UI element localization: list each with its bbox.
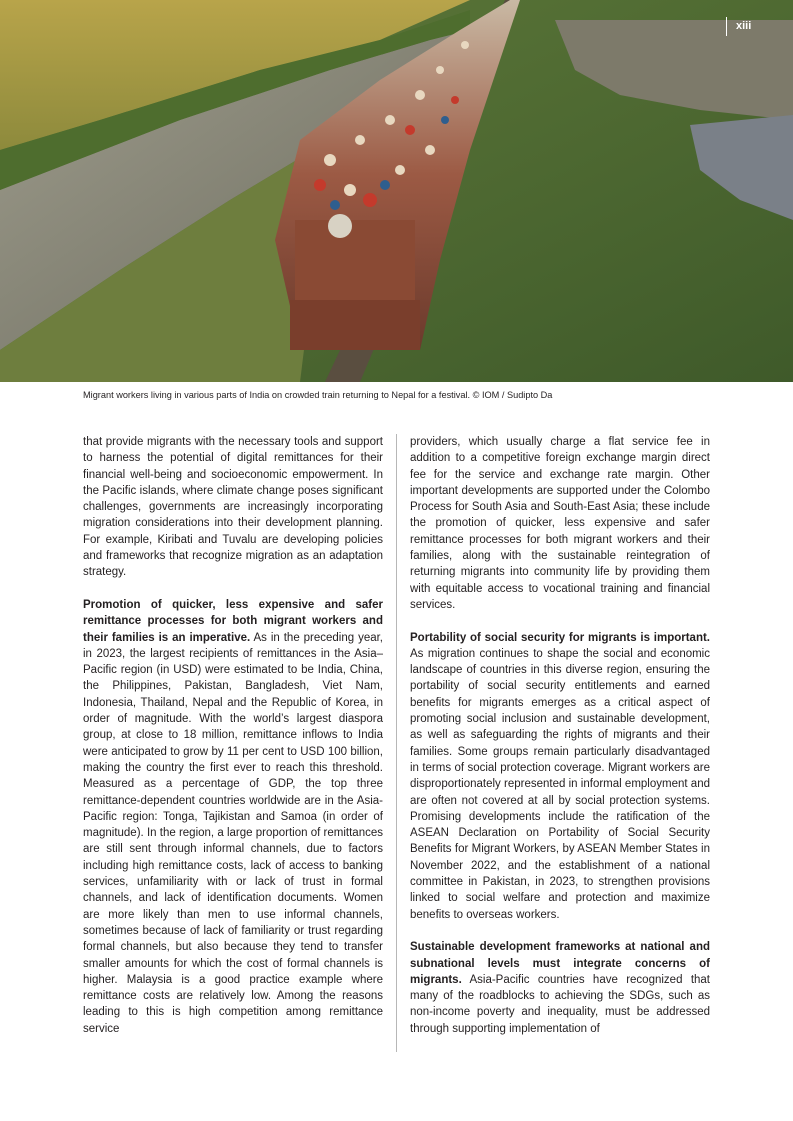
column-divider (396, 434, 397, 1052)
train-photo-illustration (0, 0, 793, 382)
right-paragraph-1: providers, which usually charge a flat service fee in addition to a competitive foreign exchange margin direct fee for the service and exchange rate margin. Other important developments are supported under the Colombo Process for South Asia and South-East Asia; these include the promotion of quicker, less expensive and safer remittance processes for both migrant workers and their families, along with the sustainable reintegration of returning migrants into community life by providing them with equitable access to vocational training and financial services. (410, 436, 710, 611)
right-paragraph-3 (410, 939, 710, 1037)
page-number: xiii (726, 17, 751, 36)
right-paragraph-3-lead: Sustainable development frameworks at national and subnational levels must integrate concerns of migrants. (410, 941, 710, 986)
right-paragraph-2 (410, 630, 710, 923)
right-paragraph-3-body: Asia-Pacific countries have recognized that many of the roadblocks to achieving the SDGs, such as non-income poverty and inequality, must be addressed through supporting implementation of (410, 973, 710, 1035)
right-column (410, 434, 710, 1053)
left-paragraph-2-lead: Promotion of quicker, less expensive and safer remittance processes for both migrant workers and their families is an imperative. (83, 598, 383, 644)
cover-photo (0, 0, 793, 382)
right-paragraph-2-body: As migration continues to shape the social and economic landscape of countries in this diverse region, ensuring the portability of social security entitlements and earned benefits for migrants emerges as a critical aspect of promoting social inclusion and sustainable development, as well as safeguarding the rights of migrants and their families. Some groups remain particularly disadvantaged in terms of social protection coverage. Migrant workers are disproportionately represented in informal employment and are often not covered at all by social protection systems. Promising developments include the ratification of the ASEAN Declaration on Portability of Social Security Benefits for Migrant Workers, by ASEAN Member States in November 2022, and the establishment of a national committee in Pakistan, in 2023, to strengthen provisions linked to social welfare and protection and maximize benefits to overseas workers. (410, 647, 710, 921)
left-paragraph-2-body: As in the preceding year, in 2023, the largest recipients of remittances in the Asia–Pacific region (in USD) were estimated to be India, China, the Philippines, Pakistan, Bangladesh, Viet Nam, Indonesia, Thailand, Nepal and the Republic of Korea, in order of magnitude. With the world’s largest diaspora group, at close to 18 million, remittance inflows to India were anticipated to grow by 11 per cent to USD 100 billion, making the country the first ever to reach this threshold. Measured as a percentage of GDP, the top three remittance-dependent countries worldwide are in the Asia-Pacific region: Tonga, Tajikistan and Samoa (in order of magnitude). In the region, a large proportion of remittances are still sent through informal channels, due to factors including high remittance costs, lack of access to banking services, unfamiliarity with or lack of trust in formal channels, and lack of identification documents. Women are more likely than men to use informal channels, sometimes because of lack of familiarity or trust regarding formal channels, but also because they tend to transfer smaller amounts for which the cost of formal channels is higher. Malaysia is a good practice example where remittance costs are relatively low. Among the reasons leading to this is high competition among remittance service (83, 631, 384, 1035)
left-column (83, 434, 383, 1053)
left-paragraph-2 (83, 597, 383, 1037)
photo-caption: Migrant workers living in various parts of India on crowded train returning to Nepal for a festival. © IOM / Sudipto Da (83, 390, 553, 400)
right-paragraph-2-lead: Portability of social security for migrants is important. (410, 631, 710, 644)
left-paragraph-1: that provide migrants with the necessary tools and support to harness the potential of digital remittances for their financial well-being and socioeconomic empowerment. In the Pacific islands, where climate change poses significant challenges, governments are increasingly incorporating migration considerations into their development planning. For example, Kiribati and Tuvalu are developing policies and frameworks that recognize migration as an adaptation strategy. (83, 436, 383, 579)
